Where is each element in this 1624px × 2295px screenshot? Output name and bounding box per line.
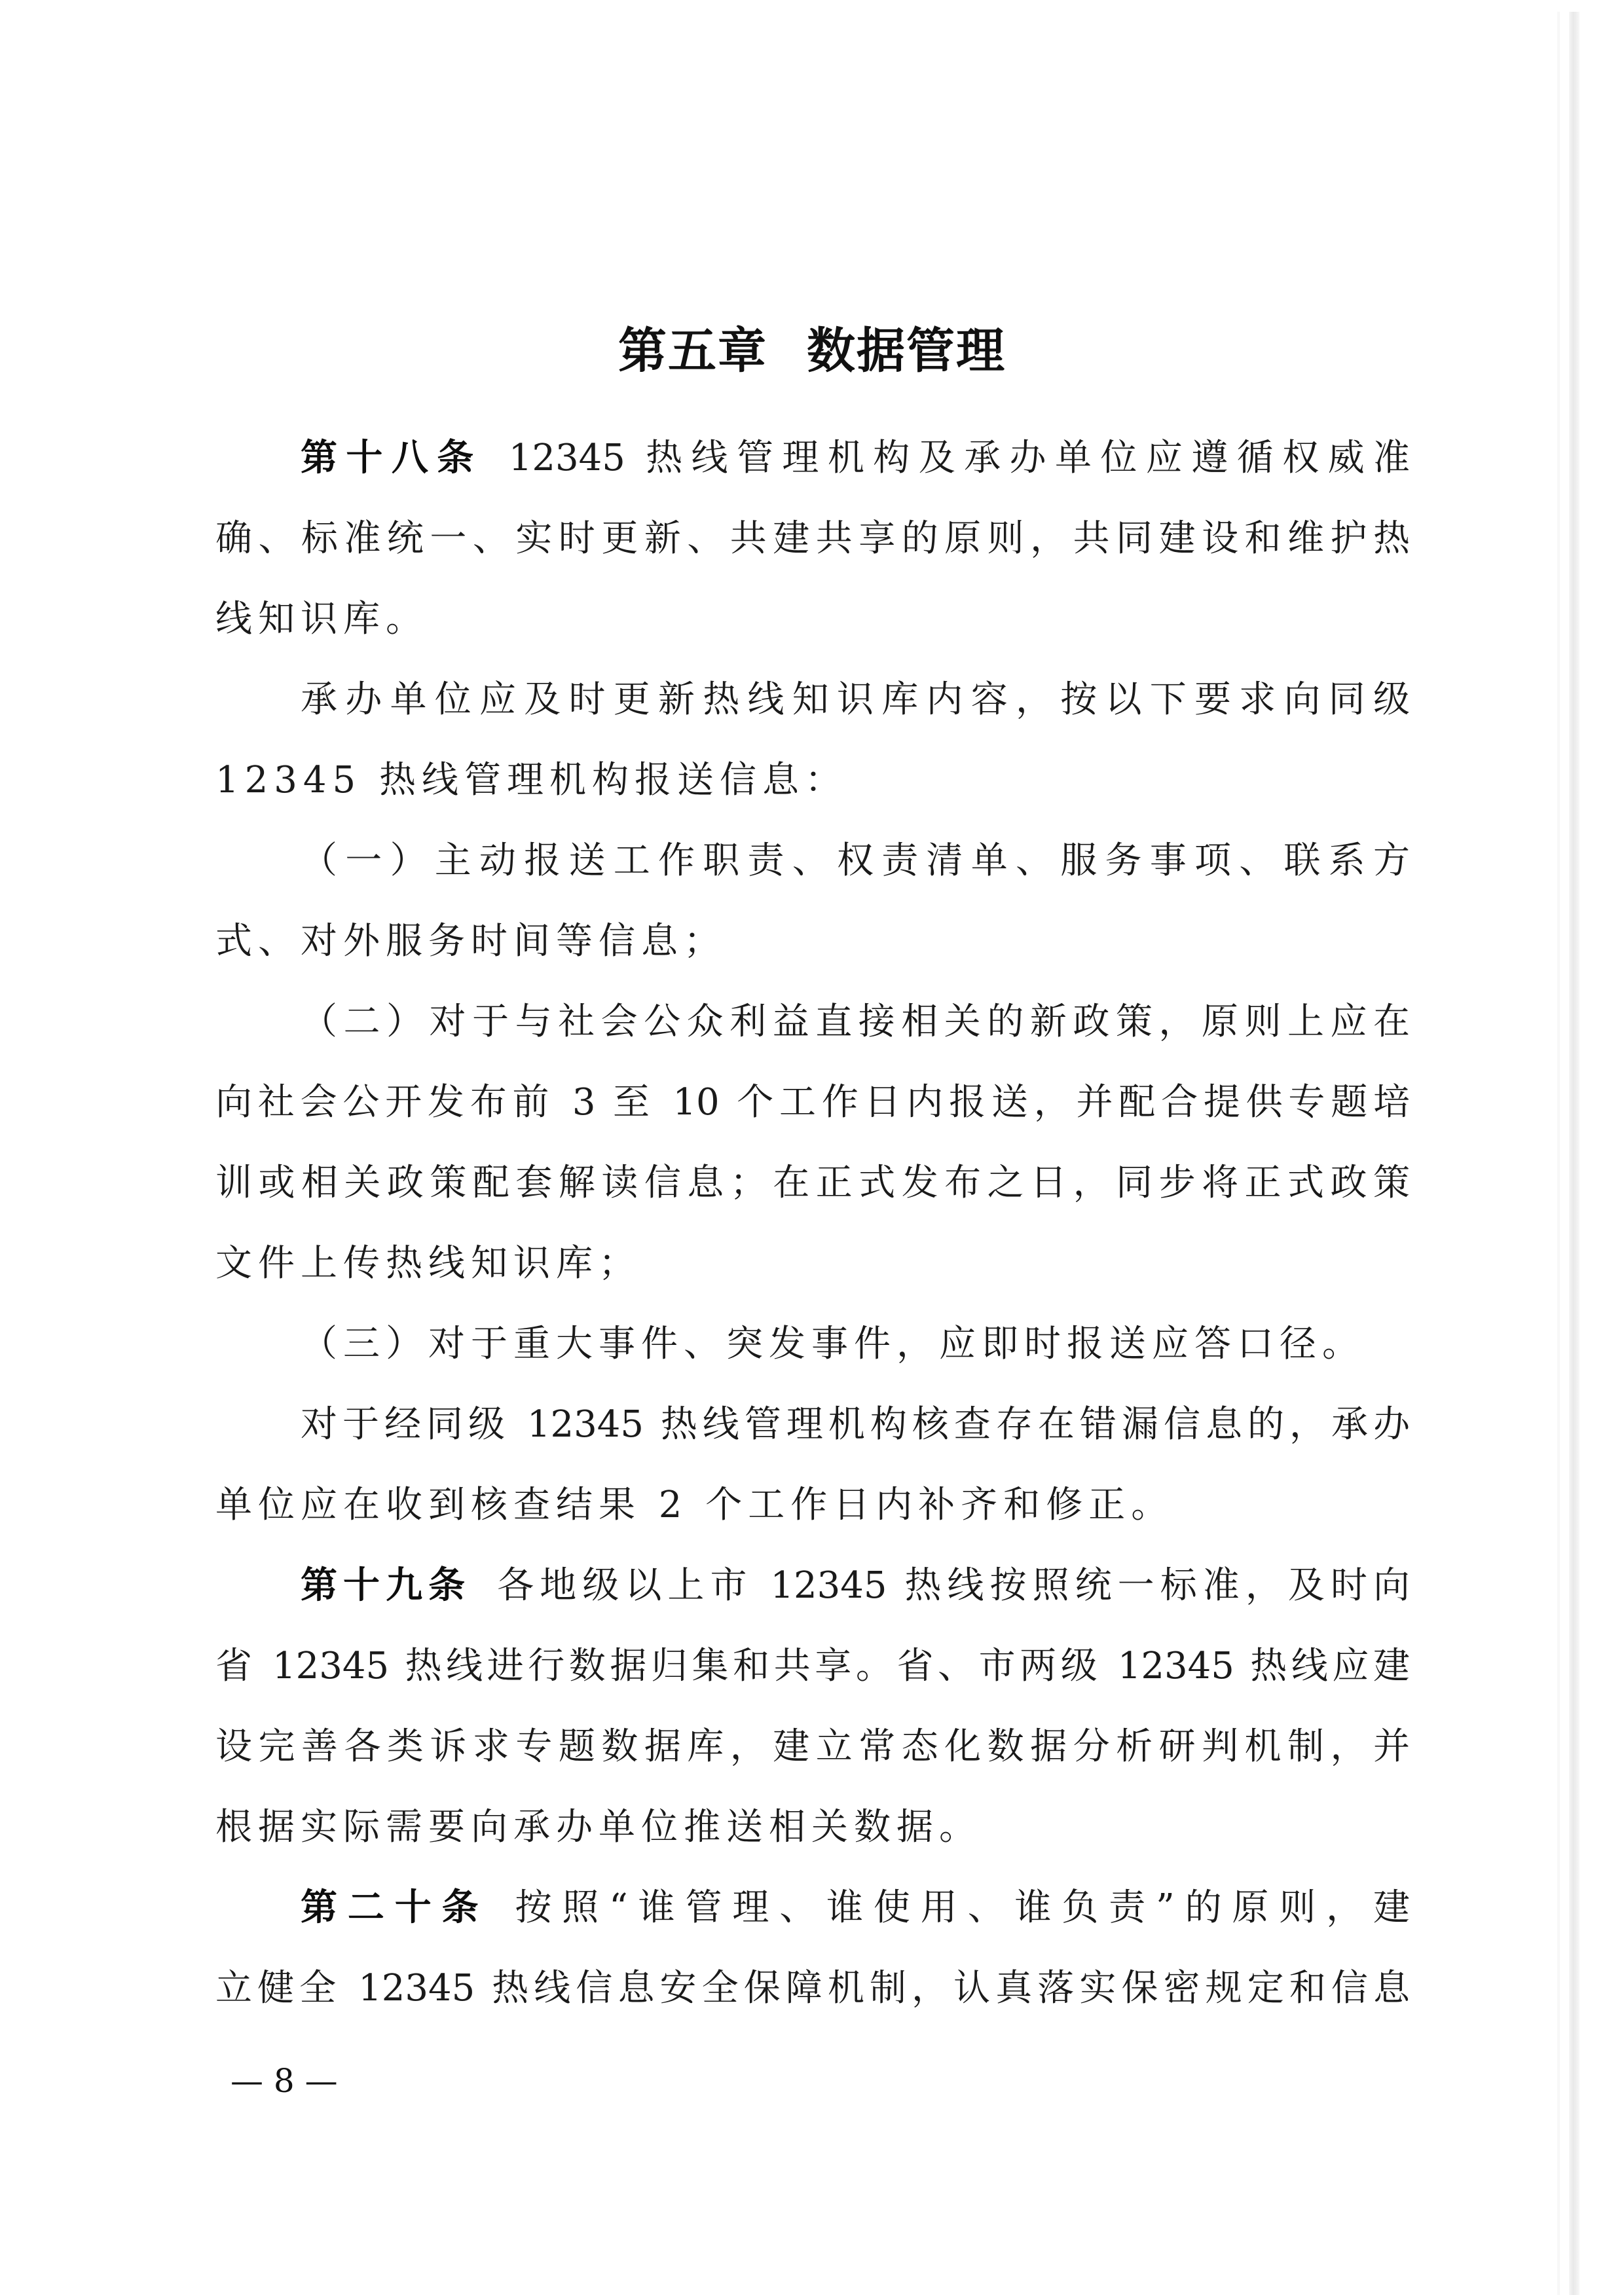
list-item-2: （二）对于与社会公众利益直接相关的新政策，原则上应在 — [301, 1001, 1410, 1043]
article-18-line: 第十八条 12345 热线管理机构及承办单位应遵循权威准 — [301, 437, 1411, 479]
paragraph-first-line: 对于经同级 12345 热线管理机构核查存在错漏信息的，承办 — [301, 1403, 1410, 1446]
text-line: 向社会公开发布前 3 至 10 个工作日内报送，并配合提供专题培 — [215, 1081, 1410, 1124]
article-19-line: 第十九条 各地级以上市 12345 热线按照统一标准，及时向 — [301, 1564, 1410, 1607]
chapter-number: 第五章 — [618, 323, 767, 379]
chapter-name: 数据管理 — [807, 323, 1006, 379]
text-line: 线知识库。 — [215, 598, 428, 640]
text-line: 训或相关政策配套解读信息；在正式发布之日，同步将正式政策 — [215, 1162, 1410, 1204]
article-label: 第十九条 — [301, 1564, 471, 1607]
text-line: 立健全 12345 热线信息安全保障机制，认真落实保密规定和信息 — [215, 1967, 1410, 2010]
paragraph-first-line: 承办单位应及时更新热线知识库内容，按以下要求向同级 — [301, 678, 1410, 721]
text-line: 单位应在收到核查结果 2 个工作日内补齐和修正。 — [215, 1484, 1174, 1526]
page-number: — 8 — — [231, 2062, 338, 2100]
text-line: 省 12345 热线进行数据归集和共享。省、市两级 12345 热线应建 — [215, 1645, 1410, 1687]
article-label: 第十八条 — [301, 437, 483, 479]
chapter-title — [0, 320, 1624, 382]
article-20-line: 第二十条 按照“谁管理、谁使用、谁负责”的原则，建 — [301, 1886, 1410, 1929]
list-item-3: （三）对于重大事件、突发事件，应即时报送应答口径。 — [301, 1323, 1365, 1365]
list-item-1: （一）主动报送工作职责、权责清单、服务事项、联系方 — [301, 839, 1410, 882]
text-line: 确、标准统一、实时更新、共建共享的原则，共同建设和维护热 — [215, 517, 1410, 560]
text-line: 12345 热线管理机构报送信息： — [215, 759, 847, 801]
text-line: 文件上传热线知识库； — [215, 1242, 641, 1285]
text-line: 式、对外服务时间等信息； — [215, 920, 726, 963]
text-line: 设完善各类诉求专题数据库，建立常态化数据分析研判机制，并 — [215, 1725, 1410, 1768]
article-label: 第二十条 — [301, 1886, 489, 1929]
text-line: 根据实际需要向承办单位推送相关数据。 — [215, 1806, 982, 1848]
